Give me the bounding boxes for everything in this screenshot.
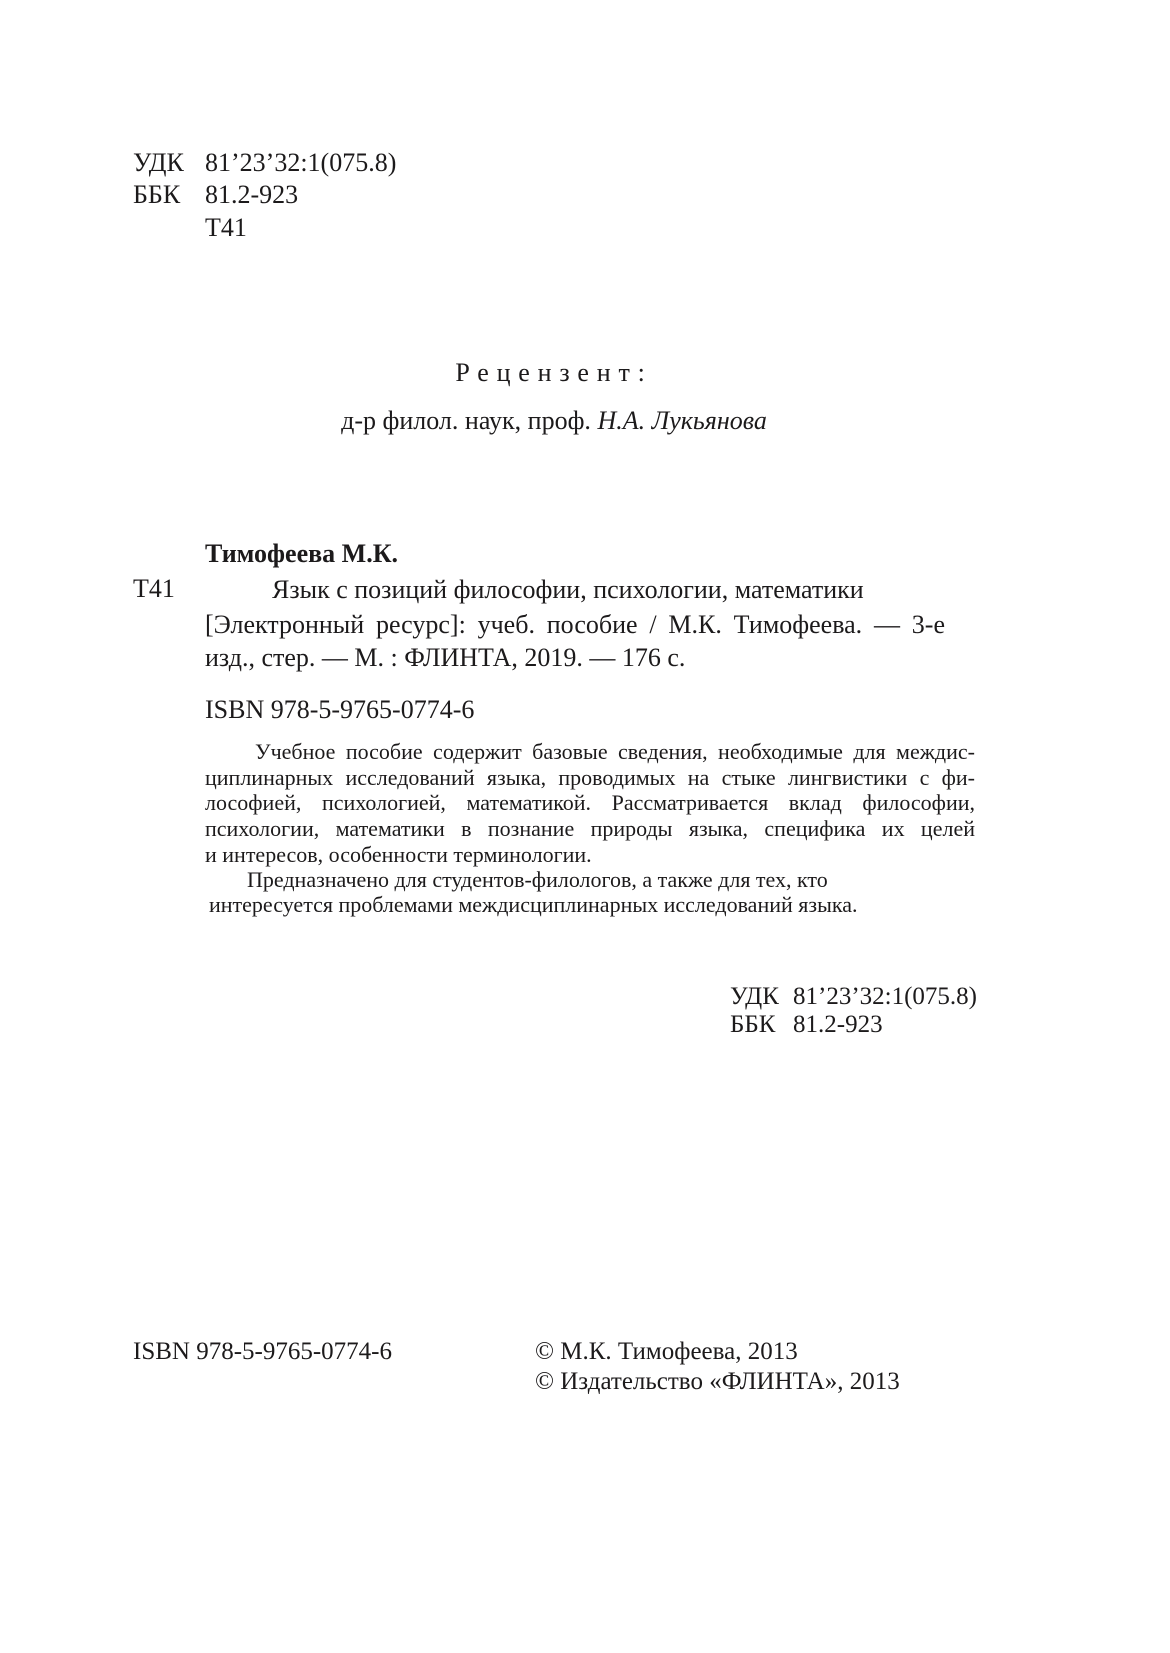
record-publication-line: изд., стер. — М. : ФЛИНТА, 2019. — 176 с. <box>205 643 686 672</box>
audience-line: интересуется проблемами междисциплинарных исследований языка. <box>209 892 858 917</box>
bbk-value: 81.2-923 <box>205 180 299 209</box>
annotation-line: и интересов, особенности терминологии. <box>205 842 592 867</box>
audience-line: Предназначено для студентов-филологов, а также для тех, кто <box>247 867 828 892</box>
udk-value: 81’23’32:1(075.8) <box>205 148 397 177</box>
udk-label: УДК <box>133 148 184 177</box>
reviewer-credentials: д-р филол. наук, проф. <box>341 406 598 435</box>
bbk-label: ББК <box>133 180 181 209</box>
record-isbn: ISBN 978-5-9765-0774-6 <box>205 695 475 724</box>
copyright-publisher: © Издательство «ФЛИНТА», 2013 <box>535 1368 900 1395</box>
reviewer-line <box>133 405 975 437</box>
reviewer-heading: Рецензент: <box>455 358 653 387</box>
bbk-right-label: ББК <box>730 1011 776 1038</box>
record-description-line: [Электронный ресурс]: учеб. пособие / М.К. Тимофеева. — 3-е <box>205 610 945 639</box>
bbk-right-value: 81.2-923 <box>793 1011 883 1038</box>
copyright-author: © М.К. Тимофеева, 2013 <box>535 1338 798 1365</box>
annotation-line: психологии, математики в познание природы языка, специфика их целей <box>205 816 975 841</box>
reviewer-name: Н.А. Лукьянова <box>597 406 767 435</box>
udk-right-value: 81’23’32:1(075.8) <box>793 983 977 1010</box>
record-title-line: Язык с позиций философии, психологии, математики <box>272 575 864 604</box>
annotation-line: лософией, психологией, математикой. Рассматривается вклад философии, <box>205 790 975 815</box>
record-author: Тимофеева М.К. <box>205 539 399 568</box>
record-author-sign: Т41 <box>133 574 175 603</box>
footer-isbn: ISBN 978-5-9765-0774-6 <box>133 1338 393 1365</box>
udk-right-label: УДК <box>730 983 779 1010</box>
annotation-line: Учебное пособие содержит базовые сведения, необходимые для междис- <box>255 739 975 764</box>
annotation-line: циплинарных исследований языка, проводимых на стыке лингвистики с фи- <box>205 765 975 790</box>
author-sign-top: Т41 <box>205 213 247 242</box>
